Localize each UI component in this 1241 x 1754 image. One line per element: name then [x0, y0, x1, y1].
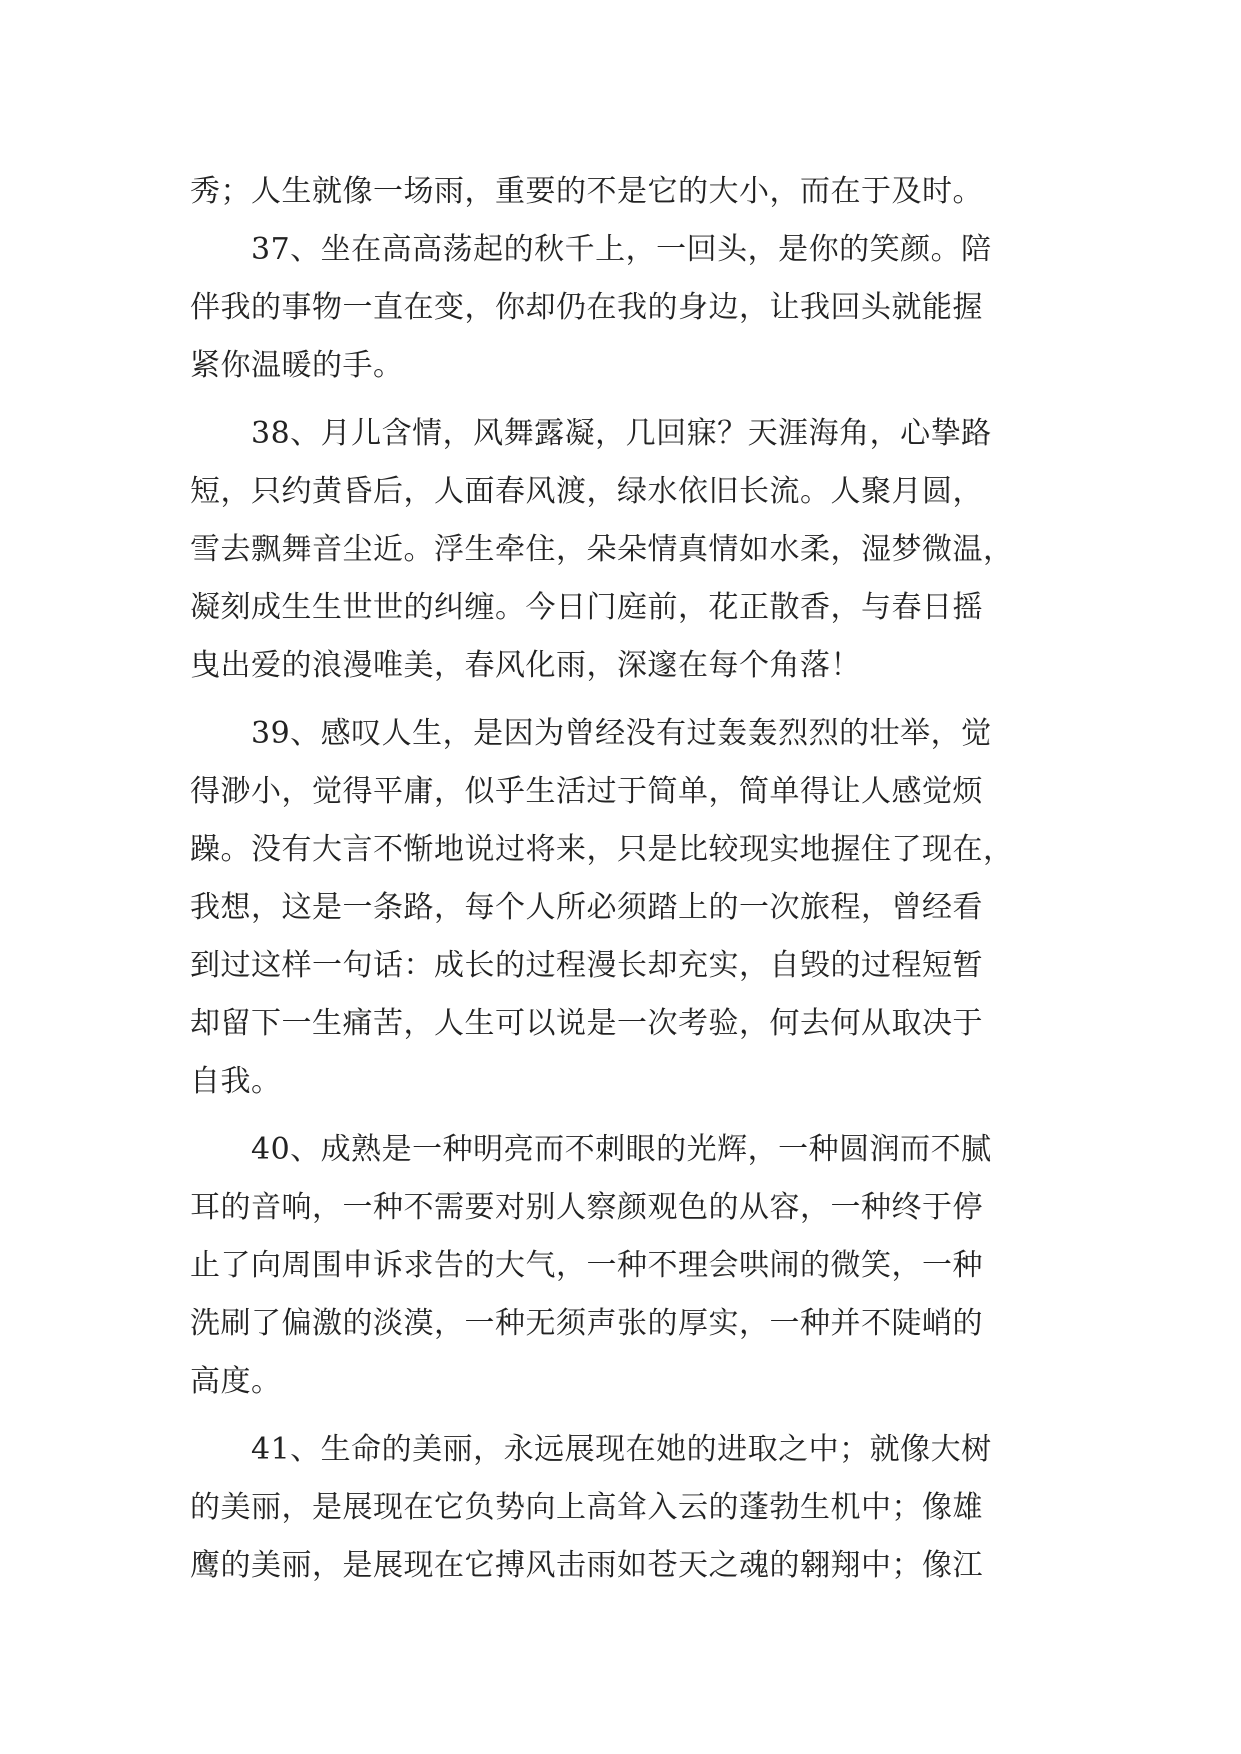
text-line: 凝刻成生生世世的纠缠。今日门庭前，花正散香，与春日摇 [190, 590, 983, 625]
text-line: 鹰的美丽，是展现在它搏风击雨如苍天之魂的翱翔中；像江 [190, 1548, 983, 1583]
text-line: 40、成熟是一种明亮而不刺眼的光辉，一种圆润而不腻 [190, 1132, 992, 1167]
text-line: 自我。 [190, 1064, 282, 1099]
text-line: 伴我的事物一直在变，你却仍在我的身边，让我回头就能握 [190, 290, 983, 325]
paragraph-39 [190, 705, 1070, 1111]
text-line: 的美丽，是展现在它负势向上高耸入云的蓬勃生机中；像雄 [190, 1490, 983, 1525]
text-line: 我想，这是一条路，每个人所必须踏上的一次旅程，曾经看 [190, 890, 983, 925]
paragraph-38 [190, 405, 1070, 695]
text-line: 紧你温暖的手。 [190, 348, 404, 383]
text-line: 37、坐在高高荡起的秋千上，一回头，是你的笑颜。陪 [190, 232, 992, 267]
text-line: 38、月儿含情，风舞露凝，几回寐？天涯海角，心挚路 [190, 416, 992, 451]
text-line: 41、生命的美丽，永远展现在她的进取之中；就像大树 [190, 1432, 992, 1467]
text-line: 洗刷了偏激的淡漠，一种无须声张的厚实，一种并不陡峭的 [190, 1306, 983, 1341]
text-line: 止了向周围申诉求告的大气，一种不理会哄闹的微笑，一种 [190, 1248, 983, 1283]
text-line: 得渺小，觉得平庸，似乎生活过于简单，简单得让人感觉烦 [190, 774, 983, 809]
document-body [190, 163, 1070, 1595]
text-line: 秀；人生就像一场雨，重要的不是它的大小，而在于及时。 [190, 174, 983, 209]
text-line: 躁。没有大言不惭地说过将来，只是比较现实地握住了现在， [190, 832, 1014, 867]
text-line: 高度。 [190, 1364, 282, 1399]
text-line: 却留下一生痛苦，人生可以说是一次考验，何去何从取决于 [190, 1006, 983, 1041]
paragraph-37 [190, 221, 1070, 395]
paragraph-1 [190, 163, 1070, 221]
paragraph-41 [190, 1421, 1070, 1595]
text-line: 39、感叹人生，是因为曾经没有过轰轰烈烈的壮举，觉 [190, 716, 992, 751]
text-line: 短，只约黄昏后，人面春风渡，绿水依旧长流。人聚月圆， [190, 474, 983, 509]
text-line: 曳出爱的浪漫唯美，春风化雨，深邃在每个角落！ [190, 648, 861, 683]
text-line: 耳的音响，一种不需要对别人察颜观色的从容，一种终于停 [190, 1190, 983, 1225]
text-line: 到过这样一句话：成长的过程漫长却充实，自毁的过程短暂 [190, 948, 983, 983]
paragraph-40 [190, 1121, 1070, 1411]
text-line: 雪去飘舞音尘近。浮生牵住，朵朵情真情如水柔，湿梦微温， [190, 532, 1014, 567]
